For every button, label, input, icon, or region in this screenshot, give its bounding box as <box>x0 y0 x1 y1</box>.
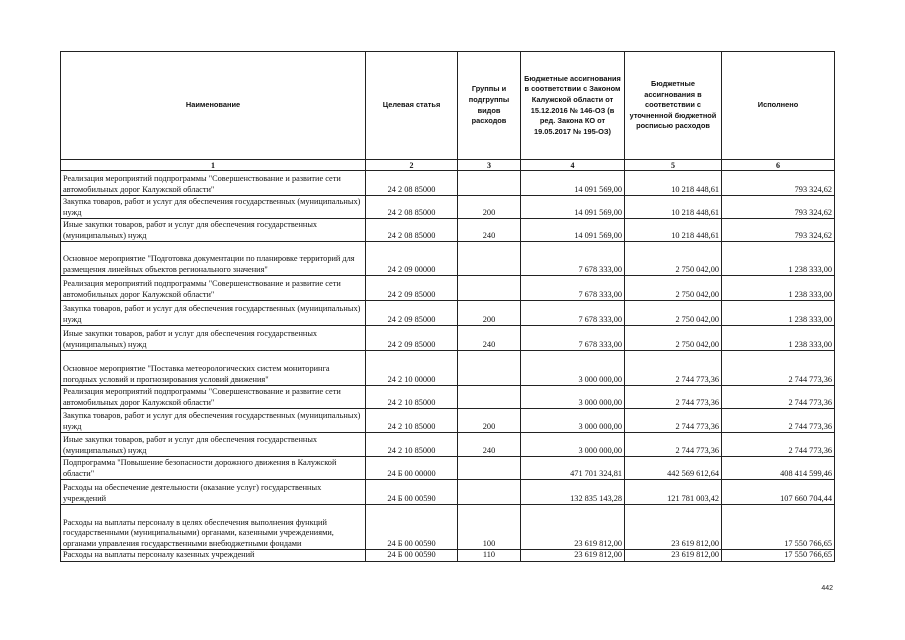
row-name: Закупка товаров, работ и услуг для обеспечения государственных (муниципальных) нужд <box>61 196 366 219</box>
table-row <box>61 326 835 351</box>
row-expense-group <box>458 276 521 301</box>
row-allocation-law: 7 678 333,00 <box>521 301 625 326</box>
row-allocation-law: 7 678 333,00 <box>521 242 625 276</box>
row-allocation-law: 132 835 143,28 <box>521 480 625 505</box>
row-allocation-law: 3 000 000,00 <box>521 433 625 457</box>
row-allocation-law: 3 000 000,00 <box>521 386 625 409</box>
row-expense-group: 240 <box>458 433 521 457</box>
row-allocation-refined: 2 750 042,00 <box>625 276 722 301</box>
table-row <box>61 505 835 550</box>
row-executed: 2 744 773,36 <box>722 386 835 409</box>
row-allocation-refined: 2 744 773,36 <box>625 409 722 433</box>
row-allocation-law: 471 701 324,81 <box>521 457 625 480</box>
header-allocations-law: Бюджетные ассигнования в соответствии с Законом Калужской области от 15.12.2016 № 146-ОЗ (в ред. Закона КО от 19.05.2017 № 195-ОЗ) <box>521 52 625 160</box>
column-number: 1 <box>61 160 366 171</box>
row-name: Реализация мероприятий подпрограммы "Совершенствование и развитие сети автомобильных дорог Калужской области" <box>61 276 366 301</box>
row-target-article: 24 2 09 85000 <box>366 326 458 351</box>
row-expense-group: 100 <box>458 505 521 550</box>
row-name: Закупка товаров, работ и услуг для обеспечения государственных (муниципальных) нужд <box>61 409 366 433</box>
row-expense-group: 240 <box>458 219 521 242</box>
row-allocation-refined: 2 750 042,00 <box>625 326 722 351</box>
row-name: Подпрограмма "Повышение безопасности дорожного движения в Калужской области" <box>61 457 366 480</box>
row-expense-group <box>458 457 521 480</box>
row-allocation-refined: 2 744 773,36 <box>625 386 722 409</box>
row-target-article: 24 2 09 00000 <box>366 242 458 276</box>
table-row <box>61 409 835 433</box>
row-target-article: 24 Б 00 00000 <box>366 457 458 480</box>
row-name: Основное мероприятие "Подготовка документации по планировке территорий для размещения линейных объектов регионального значения" <box>61 242 366 276</box>
header-allocations-refined: Бюджетные ассигнования в соответствии с уточненной бюджетной росписью расходов <box>625 52 722 160</box>
row-expense-group: 110 <box>458 550 521 562</box>
table-row <box>61 550 835 562</box>
table-row <box>61 171 835 196</box>
row-name: Иные закупки товаров, работ и услуг для обеспечения государственных (муниципальных) нужд <box>61 219 366 242</box>
row-expense-group: 200 <box>458 196 521 219</box>
row-allocation-law: 14 091 569,00 <box>521 219 625 242</box>
row-name: Иные закупки товаров, работ и услуг для обеспечения государственных (муниципальных) нужд <box>61 433 366 457</box>
row-expense-group: 200 <box>458 301 521 326</box>
row-allocation-law: 7 678 333,00 <box>521 326 625 351</box>
row-allocation-law: 14 091 569,00 <box>521 171 625 196</box>
row-expense-group <box>458 171 521 196</box>
header-executed: Исполнено <box>722 52 835 160</box>
row-name: Основное мероприятие "Поставка метеорологических систем мониторинга погодных условий и прогнозирования условий движения" <box>61 351 366 386</box>
row-target-article: 24 2 09 85000 <box>366 301 458 326</box>
row-allocation-law: 23 619 812,00 <box>521 505 625 550</box>
row-expense-group: 200 <box>458 409 521 433</box>
table-row <box>61 276 835 301</box>
row-target-article: 24 2 09 85000 <box>366 276 458 301</box>
table-row <box>61 386 835 409</box>
table-row <box>61 196 835 219</box>
table-row <box>61 351 835 386</box>
column-number: 5 <box>625 160 722 171</box>
row-expense-group <box>458 386 521 409</box>
row-target-article: 24 2 10 85000 <box>366 433 458 457</box>
row-executed: 2 744 773,36 <box>722 351 835 386</box>
column-number: 6 <box>722 160 835 171</box>
row-executed: 408 414 599,46 <box>722 457 835 480</box>
row-name: Расходы на выплаты персоналу казенных учреждений <box>61 550 366 562</box>
row-name: Реализация мероприятий подпрограммы "Совершенствование и развитие сети автомобильных дорог Калужской области" <box>61 171 366 196</box>
row-expense-group: 240 <box>458 326 521 351</box>
table-row <box>61 242 835 276</box>
row-name: Иные закупки товаров, работ и услуг для обеспечения государственных (муниципальных) нужд <box>61 326 366 351</box>
row-allocation-law: 3 000 000,00 <box>521 351 625 386</box>
row-target-article: 24 Б 00 00590 <box>366 550 458 562</box>
row-executed: 1 238 333,00 <box>722 276 835 301</box>
column-number: 4 <box>521 160 625 171</box>
table-row <box>61 480 835 505</box>
row-name: Реализация мероприятий подпрограммы "Совершенствование и развитие сети автомобильных дорог Калужской области" <box>61 386 366 409</box>
row-allocation-refined: 23 619 812,00 <box>625 550 722 562</box>
header-name: Наименование <box>61 52 366 160</box>
row-executed: 2 744 773,36 <box>722 433 835 457</box>
row-target-article: 24 2 10 00000 <box>366 351 458 386</box>
header-row <box>61 52 835 160</box>
row-target-article: 24 2 08 85000 <box>366 171 458 196</box>
row-name: Закупка товаров, работ и услуг для обеспечения государственных (муниципальных) нужд <box>61 301 366 326</box>
row-executed: 1 238 333,00 <box>722 242 835 276</box>
table-row <box>61 433 835 457</box>
row-allocation-refined: 2 750 042,00 <box>625 301 722 326</box>
row-executed: 17 550 766,65 <box>722 505 835 550</box>
row-allocation-law: 14 091 569,00 <box>521 196 625 219</box>
row-name: Расходы на обеспечение деятельности (оказание услуг) государственных учреждений <box>61 480 366 505</box>
column-number: 3 <box>458 160 521 171</box>
row-target-article: 24 Б 00 00590 <box>366 505 458 550</box>
row-target-article: 24 2 10 85000 <box>366 386 458 409</box>
row-allocation-refined: 2 750 042,00 <box>625 242 722 276</box>
row-allocation-refined: 10 218 448,61 <box>625 196 722 219</box>
row-executed: 793 324,62 <box>722 196 835 219</box>
row-executed: 793 324,62 <box>722 219 835 242</box>
row-allocation-refined: 23 619 812,00 <box>625 505 722 550</box>
table-row <box>61 219 835 242</box>
row-executed: 2 744 773,36 <box>722 409 835 433</box>
row-target-article: 24 2 08 85000 <box>366 196 458 219</box>
row-executed: 793 324,62 <box>722 171 835 196</box>
page-number: 442 <box>821 585 833 592</box>
header-target-article: Целевая статья <box>366 52 458 160</box>
row-allocation-refined: 121 781 003,42 <box>625 480 722 505</box>
row-executed: 1 238 333,00 <box>722 326 835 351</box>
row-allocation-refined: 2 744 773,36 <box>625 351 722 386</box>
row-allocation-refined: 10 218 448,61 <box>625 171 722 196</box>
table-row <box>61 301 835 326</box>
row-allocation-refined: 2 744 773,36 <box>625 433 722 457</box>
row-executed: 1 238 333,00 <box>722 301 835 326</box>
row-expense-group <box>458 480 521 505</box>
row-expense-group <box>458 351 521 386</box>
row-allocation-refined: 10 218 448,61 <box>625 219 722 242</box>
row-target-article: 24 2 08 85000 <box>366 219 458 242</box>
row-allocation-law: 7 678 333,00 <box>521 276 625 301</box>
row-allocation-law: 23 619 812,00 <box>521 550 625 562</box>
row-target-article: 24 2 10 85000 <box>366 409 458 433</box>
row-executed: 17 550 766,65 <box>722 550 835 562</box>
row-target-article: 24 Б 00 00590 <box>366 480 458 505</box>
table-row <box>61 457 835 480</box>
row-expense-group <box>458 242 521 276</box>
row-allocation-refined: 442 569 612,64 <box>625 457 722 480</box>
column-number: 2 <box>366 160 458 171</box>
row-executed: 107 660 704,44 <box>722 480 835 505</box>
budget-table <box>60 51 835 562</box>
row-name: Расходы на выплаты персоналу в целях обеспечения выполнения функций государственными (муниципальными) органами, казенными учреждениями, органами управления государственными внебюджетными фондами <box>61 505 366 550</box>
column-number-row <box>61 160 835 171</box>
header-expense-groups: Группы и подгруппы видов расходов <box>458 52 521 160</box>
row-allocation-law: 3 000 000,00 <box>521 409 625 433</box>
